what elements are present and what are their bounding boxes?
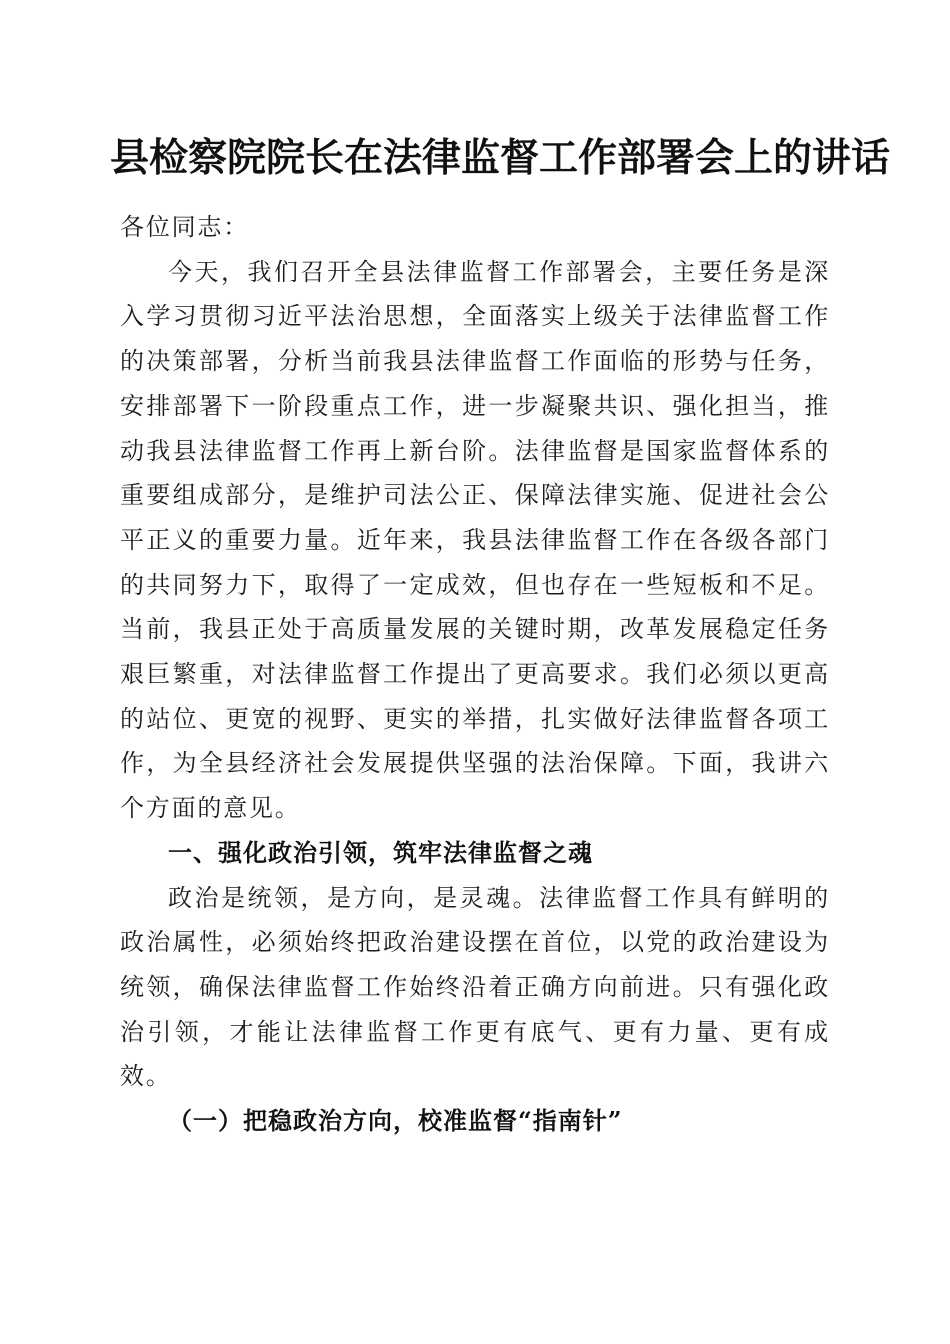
document-body xyxy=(120,205,830,1144)
section-heading: 一、强化政治引领，筑牢法律监督之魂 xyxy=(168,838,593,867)
salutation: 各位同志： xyxy=(120,213,249,241)
document-title: 县检察院院长在法律监督工作部署会上的讲话 xyxy=(110,135,891,181)
section-paragraph: 政治是统领，是方向，是灵魂。法律监督工作具有鲜明的政治属性，必须始终把政治建设摆在首位，以党的政治建设为统领，确保法律监督工作始终沿着正确方向前进。只有强化政治引领，才能让法律监督工作更有底气、更有力量、更有成效。 xyxy=(120,883,830,1091)
subsection-heading: （一）把稳政治方向，校准监督“指南针” xyxy=(168,1106,623,1136)
intro-paragraph: 今天，我们召开全县法律监督工作部署会，主要任务是深入学习贯彻习近平法治思想，全面落实上级关于法律监督工作的决策部署，分析当前我县法律监督工作面临的形势与任务，安排部署下一阶段重点工作，进一步凝聚共识、强化担当，推动我县法律监督工作再上新台阶。法律监督是国家监督体系的重要组成部分，是维护司法公正、保障法律实施、促进社会公平正义的重要力量。近年来，我县法律监督工作在各级各部门的共同努力下，取得了一定成效，但也存在一些短板和不足。当前，我县正处于高质量发展的关键时期，改革发展稳定任务艰巨繁重，对法律监督工作提出了更高要求。我们必须以更高的站位、更宽的视野、更实的举措，扎实做好法律监督各项工作，为全县经济社会发展提供坚强的法治保障。下面，我讲六个方面的意见。 xyxy=(120,257,830,823)
